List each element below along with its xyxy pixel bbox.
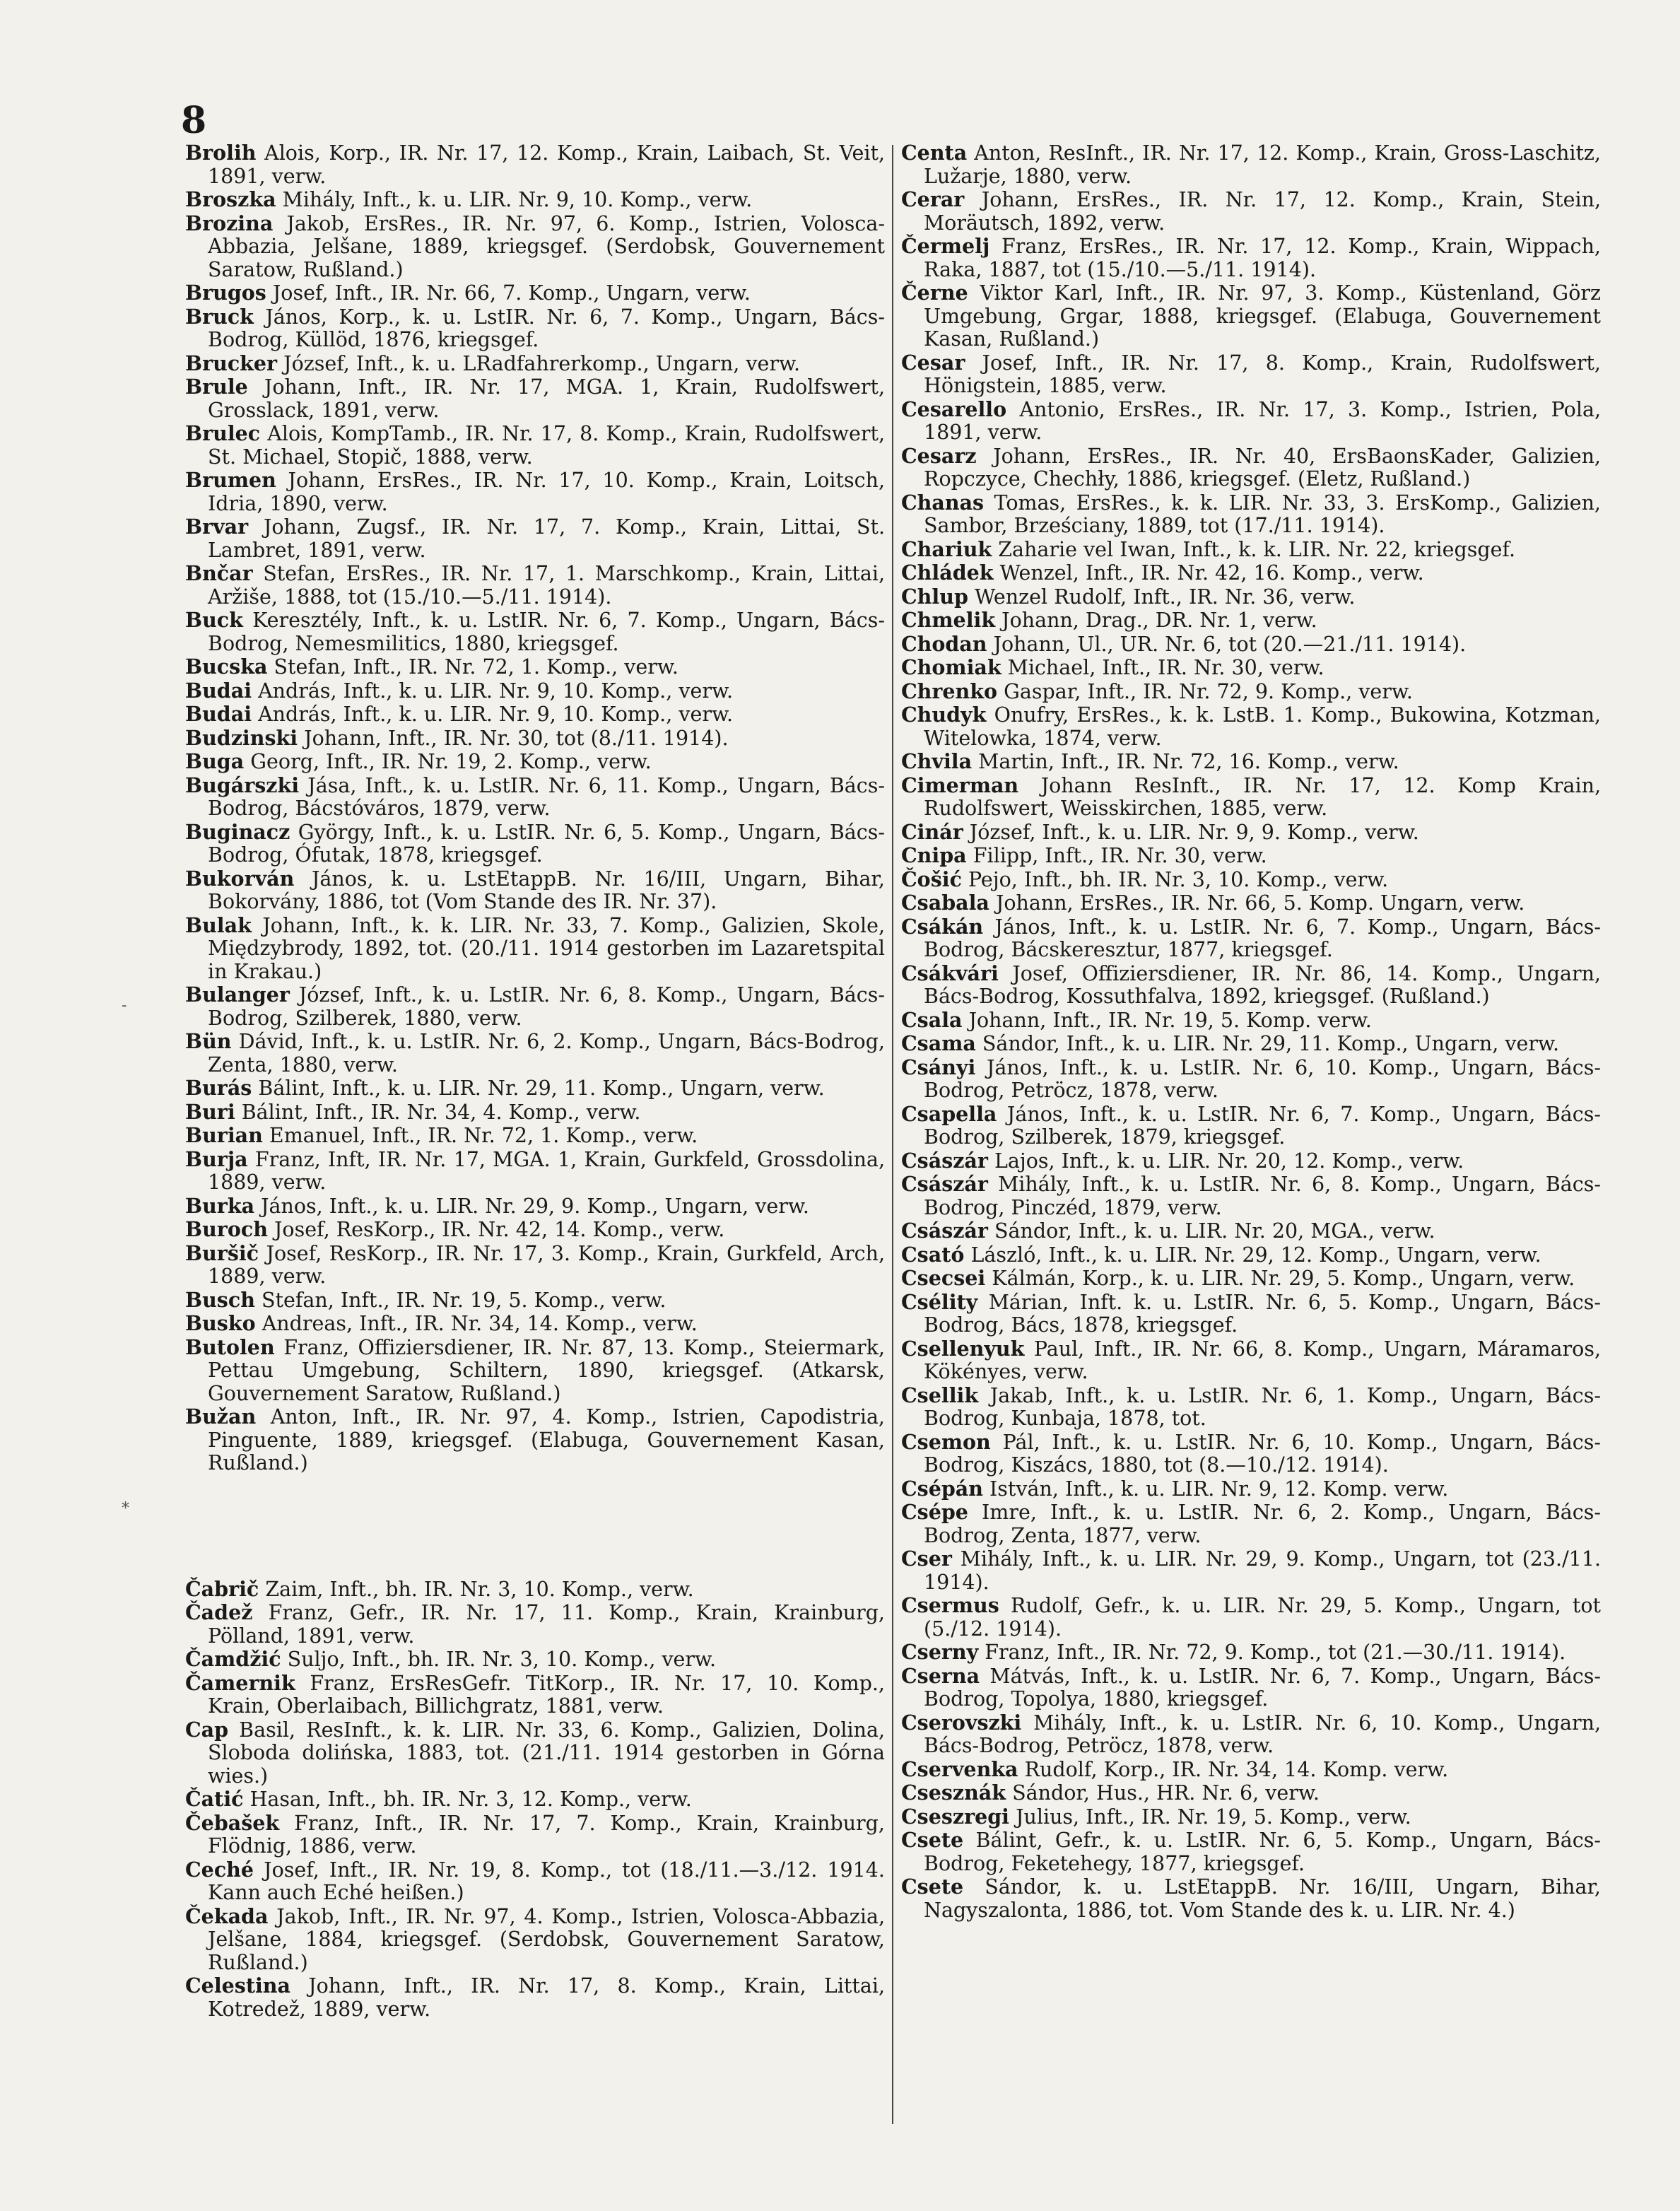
list-item — [901, 1431, 1601, 1477]
entry-surname: Cservenka — [901, 1757, 1018, 1781]
list-item — [185, 1242, 885, 1289]
entry-surname: Burás — [185, 1076, 252, 1100]
entry-surname: Brolih — [185, 141, 257, 165]
entry-details: Paul, Inft., IR. Nr. 66, 8. Komp., Ungarn, Máramaros, Kökényes, verw. — [924, 1337, 1602, 1383]
entry-details: Onufry, ErsRes., k. k. LstB. 1. Komp., Bukowina, Kotzman, Witelowka, 1874, verw. — [924, 703, 1601, 750]
list-item — [901, 891, 1601, 915]
entry-surname: Bugárszki — [185, 773, 300, 797]
entry-details: Rudolf, Korp., IR. Nr. 34, 14. Komp. verw. — [1024, 1757, 1449, 1781]
entry-surname: Ceché — [185, 1857, 254, 1882]
entry-surname: Chládek — [901, 561, 994, 585]
entry-details: Suljo, Inft., bh. IR. Nr. 3, 10. Komp., verw. — [287, 1648, 717, 1671]
entry-details: Johann, Ul., UR. Nr. 6, tot (20.—21./11. 1914). — [993, 632, 1467, 656]
entry-surname: Csete — [901, 1875, 964, 1899]
list-item — [185, 1858, 885, 1905]
entry-surname: Csányi — [901, 1055, 976, 1079]
entry-details: Johann, Zugsf., IR. Nr. 17, 7. Komp., Krain, Littai, St. Lambret, 1891, verw. — [208, 515, 885, 562]
entry-surname: Chodan — [901, 631, 987, 656]
entry-surname: Butolen — [185, 1335, 275, 1359]
list-item — [901, 1665, 1601, 1711]
list-item — [185, 352, 885, 376]
list-item — [185, 281, 885, 305]
entry-surname: Csépán — [901, 1476, 983, 1501]
entry-details: Alois, KompTamb., IR. Nr. 17, 8. Komp., Krain, Rudolfswert, St. Michael, Stopič, 1888, verw. — [208, 422, 886, 469]
entry-surname: Buga — [185, 749, 245, 773]
list-item — [185, 1405, 885, 1475]
entry-details: Bálint, Inft., IR. Nr. 34, 4. Komp., verw. — [241, 1100, 641, 1124]
entry-details: Wenzel Rudolf, Inft., IR. Nr. 36, verw. — [974, 585, 1356, 609]
entry-surname: Cnipa — [901, 843, 967, 867]
entry-surname: Černe — [901, 281, 968, 305]
entry-details: János, Inft., k. u. LstIR. Nr. 6, 10. Komp., Ungarn, Bács-Bodrog, Petröcz, 1878, verw. — [924, 1055, 1602, 1102]
list-item — [901, 750, 1601, 774]
entry-surname: Cserna — [901, 1663, 980, 1688]
entry-surname: Broszka — [185, 187, 276, 211]
entry-details: Anton, ResInft., IR. Nr. 17, 12. Komp., Krain, Gross-Laschitz, Lužarje, 1880, verw. — [924, 141, 1601, 188]
entry-details: Gaspar, Inft., IR. Nr. 72, 9. Komp., verw. — [1004, 679, 1413, 703]
entry-details: Stefan, ErsRes., IR. Nr. 17, 1. Marschkomp., Krain, Littai, Aržiše, 1888, tot (15./10.—5./11. 1914). — [208, 562, 886, 609]
list-item — [185, 515, 885, 562]
list-item — [901, 1337, 1601, 1384]
list-item — [185, 867, 885, 914]
list-item — [901, 703, 1601, 750]
list-item — [185, 750, 885, 774]
entry-details: Johann, Drag., DR. Nr. 1, verw. — [1001, 609, 1317, 632]
entry-surname: Budzinski — [185, 725, 298, 750]
entry-surname: Csabala — [901, 891, 989, 915]
list-item — [185, 1672, 885, 1718]
entry-details: Viktor Karl, Inft., IR. Nr. 97, 3. Komp., Küstenland, Görz Umgebung, Grgar, 1888, kriegsgef. (Elabuga, Gouvernement Kasan, Rußland.) — [924, 281, 1601, 351]
list-item — [185, 914, 885, 984]
entry-surname: Csató — [901, 1242, 965, 1267]
entry-details: Sándor, Inft., k. u. LIR. Nr. 29, 11. Komp., Ungarn, verw. — [982, 1032, 1560, 1055]
entry-details: Mihály, Inft., k. u. LIR. Nr. 29, 9. Komp., Ungarn, tot (23./11. 1914). — [924, 1547, 1602, 1594]
entry-details: Franz, Inft, IR. Nr. 17, MGA. 1, Krain, Gurkfeld, Grossdolina, 1889, verw. — [208, 1147, 885, 1194]
entry-details: Sándor, k. u. LstEtappB. Nr. 16/III, Ungarn, Bihar, Nagyszalonta, 1886, tot. Vom Stande des k. u. LIR. Nr. 4.) — [924, 1875, 1601, 1922]
list-item — [901, 1875, 1601, 1922]
list-item — [901, 609, 1601, 633]
entry-surname: Császár — [901, 1219, 988, 1243]
entry-surname: Csélity — [901, 1289, 978, 1314]
entry-surname: Burja — [185, 1146, 248, 1171]
entry-surname: Buršič — [185, 1241, 259, 1265]
list-item — [901, 281, 1601, 351]
entry-details: Johann, Inft., k. k. LIR. Nr. 33, 7. Komp., Galizien, Skole, Międzybrody, 1892, tot. (20./11. 1914 gestorben im Lazaretspital in Krakau.) — [208, 913, 886, 983]
entry-details: Johann, ErsRes., IR. Nr. 17, 10. Komp., Krain, Loitsch, Idria, 1890, verw. — [208, 469, 886, 515]
entry-surname: Čadež — [185, 1600, 253, 1624]
entry-details: Johann, ErsRes., IR. Nr. 66, 5. Komp. Ungarn, verw. — [995, 891, 1525, 915]
list-item — [901, 491, 1601, 538]
entry-surname: Buck — [185, 608, 243, 632]
entry-details: Zaharie vel Iwan, Inft., k. k. LIR. Nr. 22, kriegsgef. — [998, 537, 1516, 561]
entry-details: Julius, Inft., IR. Nr. 19, 5. Komp., verw. — [1016, 1805, 1411, 1829]
entry-details: Franz, Inft., IR. Nr. 72, 9. Komp., tot (21.—30./11. 1914). — [985, 1641, 1566, 1664]
entry-surname: Čošić — [901, 867, 962, 891]
entry-details: Franz, ErsRes., IR. Nr. 17, 12. Komp., Krain, Wippach, Raka, 1887, tot (15./10.—5./11. 1914). — [924, 235, 1601, 281]
entry-details: Zaim, Inft., bh. IR. Nr. 3, 10. Komp., verw. — [265, 1577, 694, 1601]
entry-surname: Chanas — [901, 490, 985, 515]
entry-surname: Csermus — [901, 1593, 999, 1617]
entry-surname: Cerar — [901, 187, 965, 211]
entry-details: Johann, ErsRes., IR. Nr. 17, 12. Komp., Krain, Stein, Moräutsch, 1892, verw. — [924, 188, 1601, 235]
entry-details: Bálint, Gefr., k. u. LstIR. Nr. 6, 5. Komp., Ungarn, Bács-Bodrog, Feketehegy, 1877, kriegsgef. — [924, 1829, 1601, 1875]
entry-surname: Burka — [185, 1193, 255, 1218]
entry-surname: Čekada — [185, 1904, 269, 1928]
entry-surname: Čabrič — [185, 1576, 259, 1601]
list-item — [901, 656, 1601, 680]
list-item — [901, 445, 1601, 491]
entry-surname: Čebašek — [185, 1810, 280, 1835]
entry-surname: Brucker — [185, 351, 278, 375]
entry-surname: Budai — [185, 702, 252, 726]
entry-details: György, Inft., k. u. LstIR. Nr. 6, 5. Komp., Ungarn, Bács-Bodrog, Ófutak, 1878, kriegsgef. — [208, 820, 885, 867]
list-item — [901, 1805, 1601, 1829]
entry-details: Jakab, Inft., k. u. LstIR. Nr. 6, 1. Komp., Ungarn, Bács-Bodrog, Kunbaja, 1878, tot. — [924, 1383, 1602, 1430]
entry-details: Josef, ResKorp., IR. Nr. 17, 3. Komp., Krain, Gurkfeld, Arch, 1889, verw. — [208, 1241, 886, 1288]
entry-details: Michael, Inft., IR. Nr. 30, verw. — [1007, 656, 1324, 679]
list-item — [185, 821, 885, 867]
entry-details: József, Inft., k. u. LRadfahrerkomp., Ungarn, verw. — [283, 351, 801, 375]
list-item — [185, 1974, 885, 2021]
entry-surname: Burian — [185, 1123, 263, 1147]
list-item — [185, 422, 885, 469]
entry-details: József, Inft., k. u. LIR. Nr. 9, 9. Komp., verw. — [969, 820, 1419, 844]
right-column — [901, 141, 1601, 1922]
entry-surname: Cserny — [901, 1640, 979, 1664]
entry-details: András, Inft., k. u. LIR. Nr. 9, 10. Komp., verw. — [258, 703, 734, 726]
entry-details: Filipp, Inft., IR. Nr. 30, verw. — [973, 844, 1267, 867]
section-gap — [185, 1475, 885, 1578]
entry-details: Kálmán, Korp., k. u. LIR. Nr. 29, 5. Komp., Ungarn, verw. — [992, 1267, 1575, 1290]
list-item — [901, 633, 1601, 657]
entry-surname: Cesar — [901, 350, 965, 375]
list-item — [901, 844, 1601, 868]
entry-surname: Bnčar — [185, 561, 253, 585]
entry-details: Johann ResInft., IR. Nr. 17, 12. Komp Krain, Rudolfswert, Weisskirchen, 1885, verw. — [924, 773, 1602, 820]
entry-details: Franz, Gefr., IR. Nr. 17, 11. Komp., Krain, Krainburg, Pölland, 1891, verw. — [208, 1601, 885, 1648]
entry-surname: Bruck — [185, 304, 254, 329]
entry-details: Pál, Inft., k. u. LstIR. Nr. 6, 10. Komp., Ungarn, Bács-Bodrog, Kiszács, 1880, tot (8.—10./12. 1914). — [924, 1430, 1601, 1477]
entry-surname: Csecsei — [901, 1266, 986, 1290]
entry-surname: Chlup — [901, 584, 968, 609]
entry-surname: Bün — [185, 1029, 232, 1053]
list-item — [901, 1829, 1601, 1875]
list-item — [185, 655, 885, 679]
list-item — [185, 727, 885, 751]
entry-details: Anton, Inft., IR. Nr. 97, 4. Komp., Istrien, Capodistria, Pinguente, 1889, kriegsgef. (Elabuga, Gouvernement Kasan, Rußland.) — [208, 1405, 885, 1474]
list-item — [901, 141, 1601, 188]
entry-details: János, Inft., k. u. LstIR. Nr. 6, 7. Komp., Ungarn, Bács-Bodrog, Bácskeresztur, 1877, kriegsgef. — [924, 915, 1601, 961]
list-item — [901, 680, 1601, 704]
entry-surname: Csapella — [901, 1101, 997, 1126]
column-divider — [892, 145, 893, 2124]
list-item — [185, 1578, 885, 1602]
entry-surname: Chomiak — [901, 655, 1001, 679]
entry-surname: Busch — [185, 1287, 255, 1312]
entry-surname: Celestina — [185, 1974, 290, 1998]
entry-surname: Chmelik — [901, 608, 996, 632]
entry-details: Josef, Offiziersdiener, IR. Nr. 86, 14. Komp., Ungarn, Bács-Bodrog, Kossuthfalva, 1892, kriegsgef. (Rußland.) — [924, 961, 1601, 1008]
entry-surname: Brozina — [185, 211, 274, 235]
entry-details: Lajos, Inft., k. u. LIR. Nr. 20, 12. Komp., verw. — [994, 1149, 1464, 1173]
entry-surname: Chvila — [901, 749, 973, 773]
list-item — [901, 1711, 1601, 1758]
list-item — [901, 1384, 1601, 1431]
list-item — [185, 141, 885, 188]
entry-details: Josef, Inft., IR. Nr. 66, 7. Komp., Ungarn, verw. — [272, 281, 751, 305]
list-item — [901, 1219, 1601, 1243]
list-item — [901, 351, 1601, 398]
list-item — [901, 1173, 1601, 1219]
list-item — [901, 1501, 1601, 1547]
list-item — [185, 609, 885, 655]
list-item — [901, 1149, 1601, 1173]
list-item — [185, 1124, 885, 1148]
list-item — [185, 1289, 885, 1313]
entry-details: Basil, ResInft., k. k. LIR. Nr. 33, 6. Komp., Galizien, Dolina, Sloboda dolińska, 1883, tot. (21./11. 1914 gestorben in Górna wies.) — [208, 1718, 886, 1788]
list-item — [185, 1905, 885, 1975]
entry-details: Josef, ResKorp., IR. Nr. 42, 14. Komp., verw. — [274, 1218, 725, 1241]
entry-details: András, Inft., k. u. LIR. Nr. 9, 10. Komp., verw. — [258, 679, 734, 703]
entry-details: Tomas, ErsRes., k. k. LIR. Nr. 33, 3. ErsKomp., Galizien, Sambor, Brześciany, 1889, tot (17./11. 1914). — [924, 491, 1601, 537]
entry-details: Antonio, ErsRes., IR. Nr. 17, 3. Komp., Istrien, Pola, 1891, verw. — [924, 397, 1601, 444]
entry-surname: Csellik — [901, 1383, 979, 1407]
entry-surname: Cimerman — [901, 773, 1019, 797]
list-item — [901, 1547, 1601, 1594]
margin-mark: - — [122, 997, 127, 1014]
entry-surname: Csala — [901, 1007, 963, 1032]
list-item — [901, 1267, 1601, 1291]
entry-details: Jása, Inft., k. u. LstIR. Nr. 6, 11. Komp., Ungarn, Bács-Bodrog, Bácstóváros, 1879, verw. — [208, 773, 885, 820]
entry-surname: Centa — [901, 141, 968, 165]
entry-details: Johann, ErsRes., IR. Nr. 40, ErsBaonsKader, Galizien, Ropczyce, Chechły, 1886, kriegsgef. (Eletz, Rußland.) — [924, 444, 1601, 491]
page-number: 8 — [181, 99, 207, 142]
entry-details: Stefan, Inft., IR. Nr. 19, 5. Komp., verw. — [262, 1288, 666, 1312]
list-item — [185, 1148, 885, 1195]
entry-surname: Brvar — [185, 515, 249, 539]
entry-details: Emanuel, Inft., IR. Nr. 72, 1. Komp., verw. — [269, 1124, 698, 1147]
list-item — [185, 1030, 885, 1077]
entry-surname: Brugos — [185, 281, 266, 305]
list-item — [901, 1291, 1601, 1337]
list-item — [185, 1218, 885, 1242]
entry-details: János, k. u. LstEtappB. Nr. 16/III, Ungarn, Bihar, Bokorvány, 1886, tot (Vom Stande des IR. Nr. 37). — [208, 867, 885, 913]
entry-details: János, Inft., k. u. LIR. Nr. 29, 9. Komp., Ungarn, verw. — [261, 1194, 809, 1218]
entry-details: Rudolf, Gefr., k. u. LIR. Nr. 29, 5. Komp., Ungarn, tot (5./12. 1914). — [924, 1594, 1601, 1641]
entry-details: László, Inft., k. u. LIR. Nr. 29, 12. Komp., Ungarn, verw. — [970, 1243, 1541, 1267]
entry-surname: Brule — [185, 375, 248, 399]
entry-details: Márian, Inft. k. u. LstIR. Nr. 6, 5. Komp., Ungarn, Bács-Bodrog, Bács, 1878, kriegsgef. — [924, 1290, 1601, 1337]
list-item — [185, 1101, 885, 1125]
list-item — [901, 235, 1601, 281]
entry-details: Mihály, Inft., k. u. LstIR. Nr. 6, 8. Komp., Ungarn, Bács-Bodrog, Pinczéd, 1879, verw. — [924, 1173, 1602, 1219]
entry-surname: Buroch — [185, 1217, 268, 1241]
entry-details: Martin, Inft., IR. Nr. 72, 16. Komp., verw. — [978, 750, 1399, 773]
entry-surname: Cesarello — [901, 397, 1007, 421]
list-item — [901, 1243, 1601, 1267]
entry-surname: Cinár — [901, 819, 963, 844]
list-item — [185, 1077, 885, 1101]
entry-surname: Bucska — [185, 655, 268, 679]
list-item — [901, 821, 1601, 845]
entry-details: Josef, Inft., IR. Nr. 17, 8. Komp., Krain, Rudolfswert, Hönigstein, 1885, verw. — [924, 351, 1601, 397]
list-item — [185, 469, 885, 515]
entry-details: Keresztély, Inft., k. u. LstIR. Nr. 6, 7. Komp., Ungarn, Bács-Bodrog, Nemesmilitics, 1880, kriegsgef. — [208, 609, 886, 655]
entry-details: János, Inft., k. u. LstIR. Nr. 6, 7. Komp., Ungarn, Bács-Bodrog, Szilberek, 1879, kriegsgef. — [924, 1102, 1601, 1149]
list-item — [185, 188, 885, 212]
list-item — [901, 1781, 1601, 1805]
entry-surname: Chrenko — [901, 679, 998, 703]
list-item — [185, 1312, 885, 1336]
entry-surname: Csákvári — [901, 961, 999, 985]
entry-details: Pejo, Inft., bh. IR. Nr. 3, 10. Komp., verw. — [968, 867, 1389, 891]
list-item — [185, 1788, 885, 1812]
entry-details: Imre, Inft., k. u. LstIR. Nr. 6, 2. Komp., Ungarn, Bács-Bodrog, Zenta, 1877, verw. — [924, 1501, 1602, 1547]
list-item — [185, 305, 885, 352]
list-item — [901, 1032, 1601, 1056]
list-item — [185, 983, 885, 1030]
entry-surname: Bukorván — [185, 866, 295, 891]
list-item — [185, 375, 885, 422]
entry-details: Wenzel, Inft., IR. Nr. 42, 16. Komp., verw. — [999, 561, 1424, 585]
list-item — [185, 1195, 885, 1219]
list-item — [901, 962, 1601, 1009]
entry-details: Mihály, Inft., k. u. LIR. Nr. 9, 10. Komp., verw. — [282, 188, 753, 211]
entry-surname: Bužan — [185, 1404, 257, 1429]
entry-details: Andreas, Inft., IR. Nr. 34, 14. Komp., verw. — [262, 1312, 698, 1335]
list-item — [185, 1718, 885, 1788]
entry-details: István, Inft., k. u. LIR. Nr. 9, 12. Komp. verw. — [989, 1477, 1449, 1501]
entry-details: János, Korp., k. u. LstIR. Nr. 6, 7. Komp., Ungarn, Bács-Bodrog, Küllöd, 1876, kriegsgef. — [208, 305, 886, 351]
entry-details: Sándor, Inft., k. u. LIR. Nr. 20, MGA., verw. — [994, 1219, 1435, 1243]
entry-details: Bálint, Inft., k. u. LIR. Nr. 29, 11. Komp., Ungarn, verw. — [258, 1077, 825, 1100]
entry-surname: Cesarz — [901, 443, 977, 468]
entry-surname: Čermelj — [901, 234, 990, 258]
entry-surname: Bulak — [185, 913, 252, 937]
entry-surname: Čamdžić — [185, 1647, 281, 1671]
list-item — [901, 868, 1601, 892]
entry-details: Franz, ErsResGefr. TitKorp., IR. Nr. 17, 10. Komp., Krain, Oberlaibach, Billichgratz, 1881, verw. — [208, 1671, 885, 1718]
list-item — [901, 1758, 1601, 1782]
list-item — [901, 1009, 1601, 1033]
list-item — [185, 679, 885, 703]
entry-surname: Cser — [901, 1547, 952, 1571]
entry-surname: Busko — [185, 1311, 256, 1335]
list-item — [901, 585, 1601, 609]
entry-surname: Čamernik — [185, 1670, 295, 1695]
entry-details: Josef, Inft., IR. Nr. 19, 8. Komp., tot (18./11.—3./12. 1914. Kann auch Eché heißen.) — [208, 1858, 885, 1904]
entry-surname: Csemon — [901, 1429, 991, 1454]
entry-details: Alois, Korp., IR. Nr. 17, 12. Komp., Krain, Laibach, St. Veit, 1891, verw. — [208, 141, 886, 188]
entry-details: Mihály, Inft., k. u. LstIR. Nr. 6, 10. Komp., Ungarn, Bács-Bodrog, Petröcz, 1878, verw. — [924, 1711, 1602, 1757]
entry-surname: Császár — [901, 1172, 988, 1196]
entry-surname: Buginacz — [185, 819, 290, 844]
entry-surname: Csépe — [901, 1500, 968, 1524]
entry-details: Jakob, Inft., IR. Nr. 97, 4. Komp., Istrien, Volosca-Abbazia, Jelšane, 1884, kriegsgef. (Serdobsk, Gouvernement Saratow, Rußland.) — [208, 1904, 886, 1974]
list-item — [185, 774, 885, 821]
list-item — [901, 1594, 1601, 1641]
entry-details: Johann, Inft., IR. Nr. 19, 5. Komp. verw. — [968, 1008, 1372, 1032]
list-item — [185, 562, 885, 609]
entry-surname: Csama — [901, 1031, 976, 1055]
list-item — [185, 1648, 885, 1672]
list-item — [901, 1477, 1601, 1501]
list-item — [901, 1641, 1601, 1665]
list-item — [901, 188, 1601, 235]
entry-details: Johann, Inft., IR. Nr. 30, tot (8./11. 1914). — [304, 726, 729, 750]
entry-surname: Chariuk — [901, 536, 992, 561]
list-item — [185, 1812, 885, 1858]
entry-details: Dávid, Inft., k. u. LstIR. Nr. 6, 2. Komp., Ungarn, Bács-Bodrog, Zenta, 1880, verw. — [208, 1030, 885, 1077]
entry-surname: Chudyk — [901, 703, 987, 727]
list-item — [901, 915, 1601, 962]
list-item — [901, 561, 1601, 585]
entry-surname: Cseszregi — [901, 1804, 1009, 1829]
entry-surname: Csellenyuk — [901, 1336, 1025, 1361]
entry-surname: Csesznák — [901, 1781, 1006, 1805]
entry-surname: Csete — [901, 1828, 964, 1852]
entry-surname: Cserovszki — [901, 1710, 1022, 1735]
list-item — [185, 703, 885, 727]
entry-surname: Budai — [185, 678, 252, 703]
entry-details: Johann, Inft., IR. Nr. 17, MGA. 1, Krain, Rudolfswert, Grosslack, 1891, verw. — [208, 375, 885, 422]
entry-details: Franz, Inft., IR. Nr. 17, 7. Komp., Krain, Krainburg, Flödnig, 1886, verw. — [208, 1811, 885, 1858]
entry-details: Jakob, ErsRes., IR. Nr. 97, 6. Komp., Istrien, Volosca-Abbazia, Jelšane, 1889, kriegsgef. (Serdobsk, Gouvernement Saratow, Rußland.) — [208, 211, 886, 281]
entry-details: Stefan, Inft., IR. Nr. 72, 1. Komp., verw. — [274, 655, 679, 679]
entry-details: Mátvás, Inft., k. u. LstIR. Nr. 6, 7. Komp., Ungarn, Bács-Bodrog, Topolya, 1880, kriegsgef. — [924, 1664, 1602, 1711]
list-item — [901, 774, 1601, 821]
left-column — [185, 141, 885, 2021]
list-item — [185, 1601, 885, 1648]
entry-details: József, Inft., k. u. LstIR. Nr. 6, 8. Komp., Ungarn, Bács-Bodrog, Szilberek, 1880, verw. — [208, 983, 885, 1030]
list-item — [185, 212, 885, 282]
margin-mark: * — [122, 1500, 129, 1518]
entry-details: Hasan, Inft., bh. IR. Nr. 3, 12. Komp., verw. — [249, 1788, 692, 1811]
entry-surname: Brumen — [185, 468, 276, 492]
entry-surname: Cap — [185, 1717, 229, 1742]
entry-surname: Csákán — [901, 914, 984, 939]
entry-surname: Bulanger — [185, 983, 290, 1007]
entry-details: Franz, Offiziersdiener, IR. Nr. 87, 13. Komp., Steiermark, Pettau Umgebung, Schiltern, 1890, kriegsgef. (Atkarsk, Gouvernement Saratow, Rußland.) — [208, 1335, 885, 1405]
list-item — [185, 1336, 885, 1406]
entry-surname: Buri — [185, 1099, 235, 1124]
entry-details: Sándor, Hus., HR. Nr. 6, verw. — [1012, 1781, 1320, 1805]
entry-surname: Čatić — [185, 1787, 244, 1811]
entry-details: Georg, Inft., IR. Nr. 19, 2. Komp., verw. — [250, 750, 652, 773]
entry-surname: Császár — [901, 1148, 988, 1173]
list-item — [901, 1103, 1601, 1149]
list-item — [901, 538, 1601, 562]
entry-details: Johann, Inft., IR. Nr. 17, 8. Komp., Krain, Littai, Kotredež, 1889, verw. — [208, 1974, 886, 2021]
entry-surname: Brulec — [185, 421, 261, 445]
list-item — [901, 398, 1601, 445]
list-item — [901, 1056, 1601, 1103]
